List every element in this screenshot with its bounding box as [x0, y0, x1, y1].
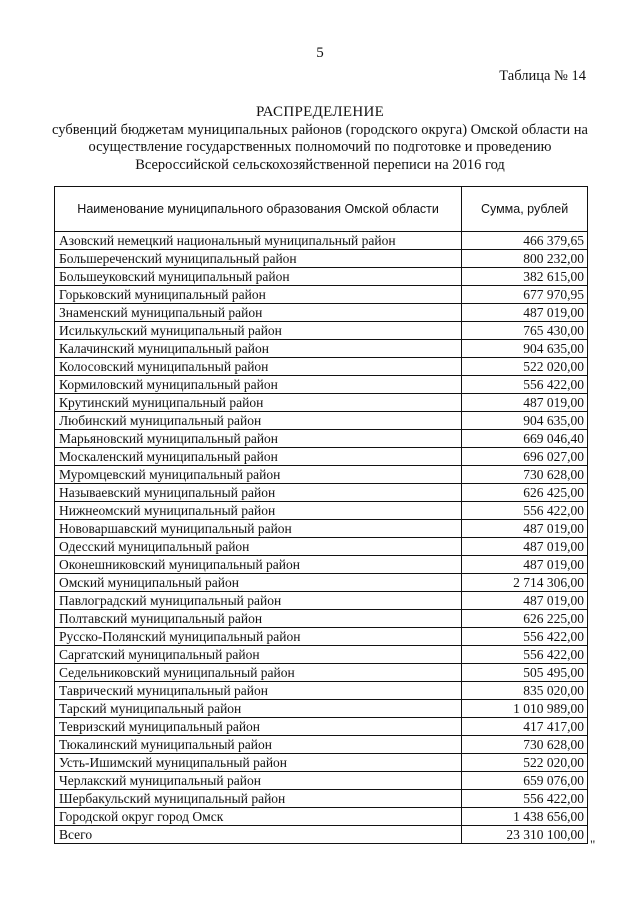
row-amount: 800 232,00: [462, 250, 588, 268]
table-row: [55, 376, 588, 394]
row-name: Тевризский муниципальный район: [55, 718, 462, 736]
row-name: Павлоградский муниципальный район: [55, 592, 462, 610]
row-name: Полтавский муниципальный район: [55, 610, 462, 628]
row-name: Городской округ город Омск: [55, 808, 462, 826]
table-row: [55, 322, 588, 340]
row-amount: 1 438 656,00: [462, 808, 588, 826]
row-amount: 505 495,00: [462, 664, 588, 682]
row-name: Любинский муниципальный район: [55, 412, 462, 430]
row-amount: 466 379,65: [462, 232, 588, 250]
row-name: Всего: [55, 826, 462, 844]
table-row: [55, 592, 588, 610]
row-amount: 904 635,00: [462, 412, 588, 430]
row-name: Марьяновский муниципальный район: [55, 430, 462, 448]
row-name: Русско-Полянский муниципальный район: [55, 628, 462, 646]
document-heading: [0, 104, 640, 174]
row-amount: 626 225,00: [462, 610, 588, 628]
row-name: Калачинский муниципальный район: [55, 340, 462, 358]
table-header-row: [55, 187, 588, 232]
row-name: Знаменский муниципальный район: [55, 304, 462, 322]
table-row: [55, 754, 588, 772]
row-name: Крутинский муниципальный район: [55, 394, 462, 412]
table-row: [55, 736, 588, 754]
row-amount: 487 019,00: [462, 520, 588, 538]
table-row: [55, 430, 588, 448]
header-sum: Сумма, рублей: [462, 187, 588, 232]
row-amount: 556 422,00: [462, 790, 588, 808]
row-name: Черлакский муниципальный район: [55, 772, 462, 790]
row-name: Тюкалинский муниципальный район: [55, 736, 462, 754]
row-amount: 1 010 989,00: [462, 700, 588, 718]
closing-quote: ": [590, 837, 596, 852]
row-amount: 23 310 100,00: [462, 826, 588, 844]
row-amount: 626 425,00: [462, 484, 588, 502]
row-amount: 487 019,00: [462, 556, 588, 574]
row-amount: 487 019,00: [462, 394, 588, 412]
row-amount: 730 628,00: [462, 466, 588, 484]
row-name: Большеуковский муниципальный район: [55, 268, 462, 286]
row-amount: 382 615,00: [462, 268, 588, 286]
table-row: [55, 232, 588, 250]
table-row: [55, 484, 588, 502]
row-name: Таврический муниципальный район: [55, 682, 462, 700]
table-row: [55, 448, 588, 466]
row-name: Седельниковский муниципальный район: [55, 664, 462, 682]
heading-line-3: Всероссийской сельскохозяйственной переписи на 2016 год: [135, 156, 505, 173]
row-amount: 765 430,00: [462, 322, 588, 340]
row-name: Муромцевский муниципальный район: [55, 466, 462, 484]
row-amount: 487 019,00: [462, 538, 588, 556]
table-row: [55, 556, 588, 574]
row-amount: 835 020,00: [462, 682, 588, 700]
row-name: Нововаршавский муниципальный район: [55, 520, 462, 538]
table-row: [55, 628, 588, 646]
row-amount: 556 422,00: [462, 376, 588, 394]
row-name: Горьковский муниципальный район: [55, 286, 462, 304]
total-row: [55, 826, 588, 844]
row-name: Большереченский муниципальный район: [55, 250, 462, 268]
distribution-table: [54, 186, 588, 844]
table-row: [55, 646, 588, 664]
row-name: Омский муниципальный район: [55, 574, 462, 592]
table-row: [55, 772, 588, 790]
row-name: Называевский муниципальный район: [55, 484, 462, 502]
row-amount: 677 970,95: [462, 286, 588, 304]
table-row: [55, 412, 588, 430]
row-amount: 904 635,00: [462, 340, 588, 358]
row-name: Тарский муниципальный район: [55, 700, 462, 718]
table-row: [55, 610, 588, 628]
heading-line-1: субвенций бюджетам муниципальных районов (городского округа) Омской области на: [52, 121, 588, 138]
table-row: [55, 808, 588, 826]
row-name: Усть-Ишимский муниципальный район: [55, 754, 462, 772]
row-amount: 522 020,00: [462, 358, 588, 376]
table-row: [55, 664, 588, 682]
table-row: [55, 538, 588, 556]
row-amount: 487 019,00: [462, 592, 588, 610]
table-row: [55, 466, 588, 484]
table-row: [55, 268, 588, 286]
table-row: [55, 358, 588, 376]
row-amount: 556 422,00: [462, 628, 588, 646]
table-row: [55, 394, 588, 412]
row-amount: 556 422,00: [462, 646, 588, 664]
table-row: [55, 790, 588, 808]
page-number: 5: [316, 45, 324, 61]
row-name: Саргатский муниципальный район: [55, 646, 462, 664]
row-name: Азовский немецкий национальный муниципальный район: [55, 232, 462, 250]
row-name: Москаленский муниципальный район: [55, 448, 462, 466]
table-row: [55, 250, 588, 268]
table-row: [55, 304, 588, 322]
row-amount: 659 076,00: [462, 772, 588, 790]
row-name: Колосовский муниципальный район: [55, 358, 462, 376]
row-amount: 730 628,00: [462, 736, 588, 754]
row-name: Нижнеомский муниципальный район: [55, 502, 462, 520]
row-amount: 556 422,00: [462, 502, 588, 520]
table-row: [55, 286, 588, 304]
row-amount: 487 019,00: [462, 304, 588, 322]
table-row: [55, 574, 588, 592]
table-row: [55, 700, 588, 718]
table-row: [55, 718, 588, 736]
row-name: Исилькульский муниципальный район: [55, 322, 462, 340]
table-label: Таблица № 14: [499, 68, 586, 84]
table-row: [55, 340, 588, 358]
table-row: [55, 682, 588, 700]
row-amount: 669 046,40: [462, 430, 588, 448]
row-amount: 2 714 306,00: [462, 574, 588, 592]
row-name: Кормиловский муниципальный район: [55, 376, 462, 394]
table-row: [55, 502, 588, 520]
row-amount: 417 417,00: [462, 718, 588, 736]
row-name: Одесский муниципальный район: [55, 538, 462, 556]
row-amount: 696 027,00: [462, 448, 588, 466]
table-row: [55, 520, 588, 538]
row-amount: 522 020,00: [462, 754, 588, 772]
heading-line-2: осуществление государственных полномочий по подготовке и проведению: [88, 139, 552, 155]
row-name: Оконешниковский муниципальный район: [55, 556, 462, 574]
row-name: Шербакульский муниципальный район: [55, 790, 462, 808]
header-name: Наименование муниципального образования Омской области: [55, 187, 462, 232]
heading-title: РАСПРЕДЕЛЕНИЕ: [255, 104, 385, 120]
table-body: [55, 232, 588, 844]
